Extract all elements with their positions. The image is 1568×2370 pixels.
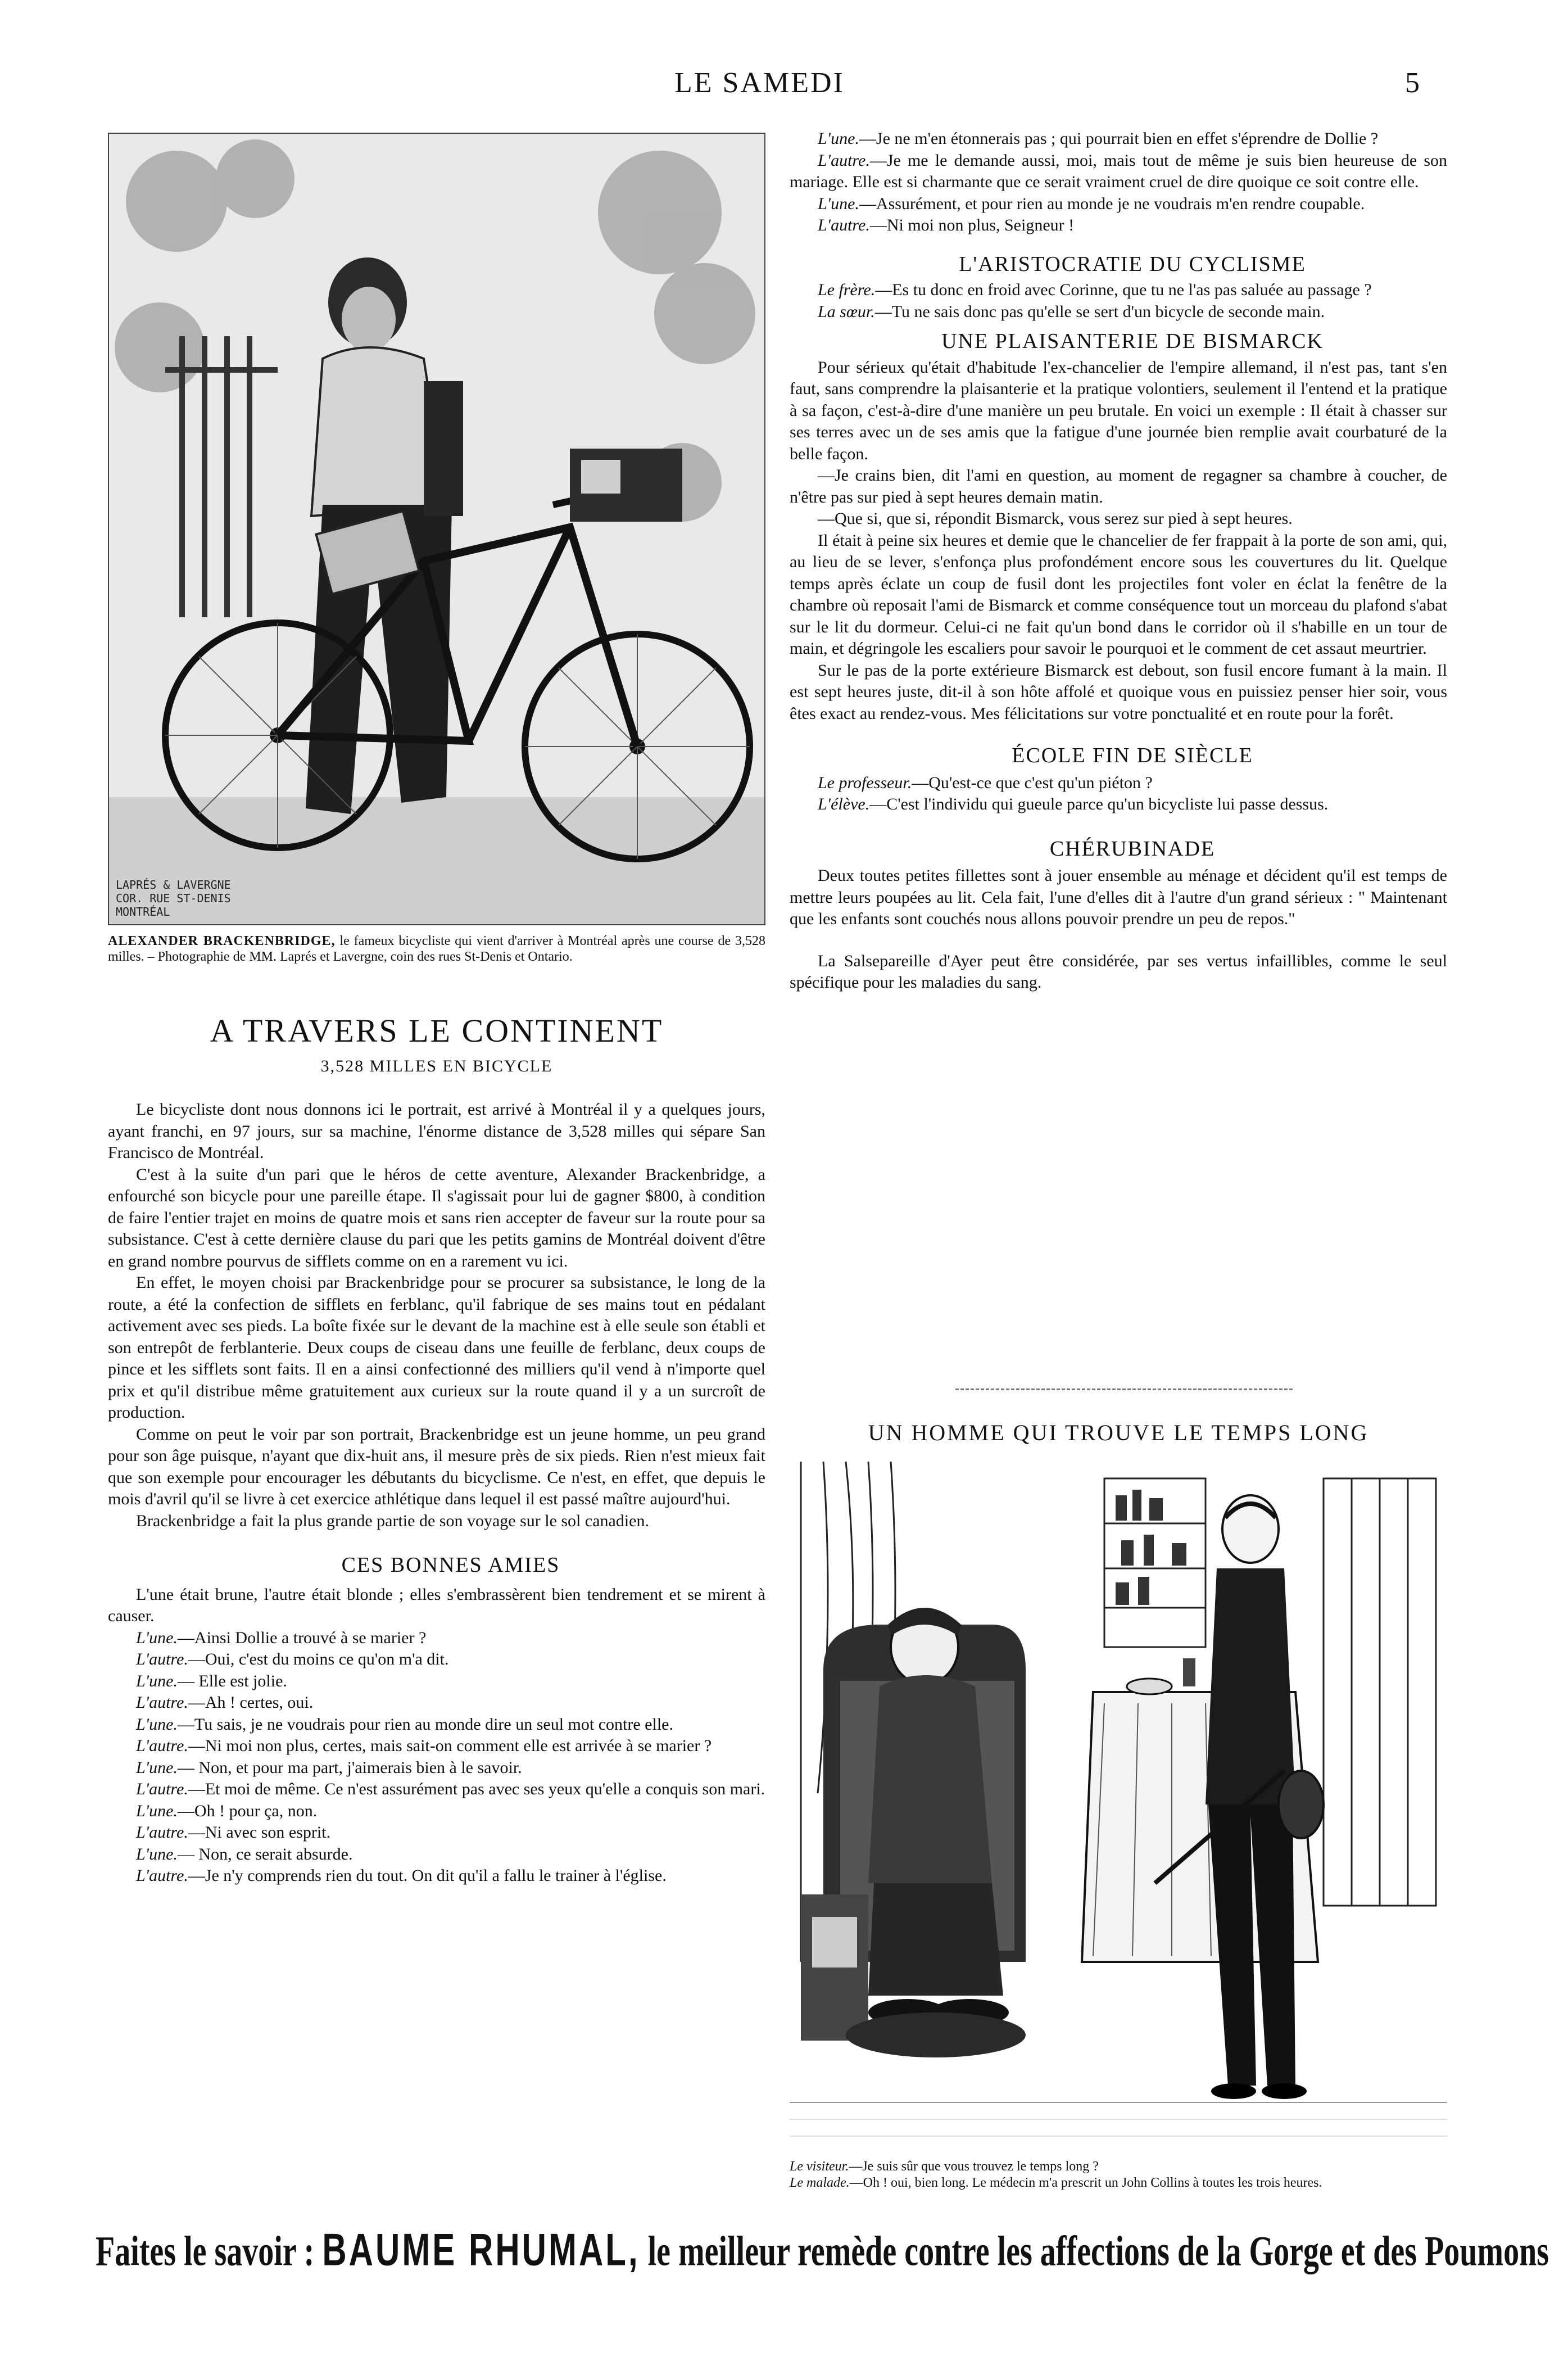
dialogue-line (108, 1735, 765, 1757)
dialogue-text: —Ni moi non plus, certes, mais sait-on comment elle est arrivée à se marier ? (188, 1736, 712, 1755)
speaker: Le visiteur. (790, 2159, 849, 2174)
bismarck-paragraph: Il était à peine six heures et demie que le chancelier de fer frappait à la porte de son ami, qui, au lieu de se lever, s'enfonça plus profondément encore sous les couvertures du lit. Quelque temps après éclate un coup de fusil dont les projectiles font voler en éclat la fenêtre de la chambre où reposait l'ami de Bismarck et comme conséquence tout un morceau du plafond s'abat sur le lit du dormeur. Celui-ci ne fait qu'un bond dans le corridor où il s'habille en un tour de main, et dégringole les escaliers pour savoir le pourquoi et le comment de cet assaut meurtrier. (790, 531, 1447, 658)
caption-line (790, 2159, 1447, 2175)
cyclist-photograph (108, 133, 765, 925)
section-title-bismarck: UNE PLAISANTERIE DE BISMARCK (941, 329, 1324, 353)
dialogue-line (108, 1801, 765, 1822)
caption-text: —Je suis sûr que vous trouvez le temps long ? (849, 2159, 1099, 2174)
article-paragraph: Le bicycliste dont nous donnons ici le portrait, est arrivé à Montréal il y a quelques jours, ayant franchi, en 97 jours, sur sa machine, l'énorme distance de 3,528 milles qui sépare San Francisco de Montréal. (108, 1100, 765, 1162)
dialogue-text: —Ah ! certes, oui. (188, 1693, 314, 1712)
section-title-bonnes-amies: CES BONNES AMIES (341, 1553, 560, 1577)
illustration-drawing (790, 1456, 1447, 2153)
dialogue-line (108, 1865, 765, 1887)
speaker: L'une. (136, 1801, 178, 1820)
speaker: L'une. (136, 1844, 178, 1864)
caption-text: —Oh ! oui, bien long. Le médecin m'a prescrit un John Collins à toutes les trois heures. (849, 2175, 1322, 2190)
page-header-title: LE SAMEDI (674, 67, 845, 99)
dialogue-line (790, 772, 1447, 794)
dialogue-line (790, 279, 1447, 301)
speaker: L'autre. (818, 151, 870, 170)
sick-man-illustration (790, 1456, 1447, 2153)
dialogue-text: —Assurément, et pour rien au monde je ne voudrais m'en rendre coupable. (859, 194, 1365, 213)
dialogue-text: — Elle est jolie. (177, 1671, 287, 1690)
bismarck-paragraph: Sur le pas de la porte extérieure Bismarck est debout, son fusil encore fumant à la main. Il est sept heures juste, dit-il à son hôte affolé et quoique vous en puissiez penser hier soir, vous êtes exact au rendez-vous. Mes félicitations sur votre ponctualité et en route pour la forêt. (790, 661, 1447, 723)
bonnes-amies-intro: L'une était brune, l'autre était blonde ; elles s'embrassèrent bien tendrement et se mirent à causer. (108, 1585, 765, 1625)
speaker: L'autre. (136, 1866, 188, 1885)
page-number: 5 (1405, 67, 1420, 99)
dialogue-line (108, 1844, 765, 1866)
dialogue-text: —Je ne m'en étonnerais pas ; qui pourrait bien en effet s'éprendre de Dollie ? (859, 129, 1379, 148)
speaker: L'une. (136, 1628, 178, 1647)
section-title-ecole: ÉCOLE FIN DE SIÈCLE (1012, 744, 1253, 767)
illustration-title: UN HOMME QUI TROUVE LE TEMPS LONG (868, 1420, 1369, 1445)
speaker: Le frère. (818, 281, 876, 299)
speaker: L'une. (136, 1715, 178, 1734)
dialogue-text: —Je me le demande aussi, moi, mais tout de même je suis bien heureuse de son mariage. Elle est si charmante que ce serait vraiment cruel de dire quoique ce soit contre elle. (790, 151, 1447, 191)
article-paragraph: Brackenbridge a fait la plus grande partie de son voyage sur le sol canadien. (136, 1511, 649, 1530)
illustration-caption (790, 2159, 1447, 2191)
article-subtitle: 3,528 MILLES EN BICYCLE (320, 1057, 553, 1075)
article-paragraph: Comme on peut le voir par son portrait, Brackenbridge est un jeune homme, un peu grand pour son âge puisque, n'ayant que dix-huit ans, il mesure près de six pieds. Rien n'est mieux fait que son exemple pour encourager les débutants du bicyclisme. Ce n'est, en effet, que depuis le mois d'avril qu'il se livre à cet exercice athlétique dans lequel il est passé maître aujourd'hui. (108, 1424, 765, 1508)
ad-suffix: le meilleur remède contre les affections de la Gorge et des Poumons (647, 2228, 1549, 2275)
dialogue-line (108, 1627, 765, 1649)
photo-credit-line: COR. RUE ST-DENIS (116, 892, 231, 905)
article-paragraph: C'est à la suite d'un pari que le héros de cette aventure, Alexander Brackenbridge, a enfourché son bicycle pour une pareille étape. Il s'agissait pour lui de gagner $800, à condition de faire l'entier trajet en moins de quatre mois et sans rien accepter de faveur sur la route pour sa subsistance. C'est à cette dernière clause du pari que les petits gamins de Montréal doivent d'être en grand nombre pourvus de sifflets comme on en a rarement vu ici. (108, 1165, 765, 1270)
dialogue-line (790, 128, 1447, 150)
article-title: A TRAVERS LE CONTINENT (210, 1012, 664, 1049)
bismarck-paragraph: —Je crains bien, dit l'ami en question, au moment de regagner sa chambre à coucher, de n'être pas sur pied à sept heures demain matin. (790, 466, 1447, 506)
photo-caption (108, 933, 765, 965)
dialogue-text: —Tu ne sais donc pas qu'elle se sert d'un bicycle de seconde main. (874, 302, 1325, 321)
speaker: L'autre. (136, 1650, 188, 1668)
speaker: L'autre. (136, 1823, 188, 1842)
dialogue-text: —Qu'est-ce que c'est qu'un piéton ? (912, 773, 1153, 792)
dialogue-line (790, 193, 1447, 215)
dialogue-line (790, 215, 1447, 237)
dialogue-text: —Ainsi Dollie a trouvé à se marier ? (177, 1628, 427, 1647)
speaker: L'une. (818, 129, 859, 148)
dialogue-line (108, 1671, 765, 1693)
bismarck-paragraph: —Que si, que si, répondit Bismarck, vous serez sur pied à sept heures. (818, 509, 1293, 528)
photo-credit-line: MONTRÉAL (116, 905, 170, 919)
speaker: L'une. (818, 194, 859, 213)
dialogue-line (108, 1649, 765, 1671)
dialogue-line (108, 1714, 765, 1736)
article-paragraph: En effet, le moyen choisi par Brackenbridge pour se procurer sa subsistance, le long de la route, a été la confection de sifflets en ferblanc, qu'il fabrique de ses mains tout en pédalant activement avec ses pieds. La boîte fixée sur le devant de la machine est à elle seule son établi et son entrepôt de ferblanterie. Deux coups de ciseau dans une feuille de ferblanc, deux coups de pince et les sifflets sont faits. Il en a ainsi confectionné des milliers qu'il vend à n'importe quel prix et qu'il distribue même gratuitement aux curieux sur la route quand il y a un surcroît de production. (108, 1273, 765, 1422)
dialogue-text: —Je n'y comprends rien du tout. On dit qu'il a fallu le trainer à l'église. (188, 1866, 667, 1885)
photo-credit (116, 878, 231, 919)
bismarck-paragraph: Pour sérieux qu'était d'habitude l'ex-chancelier de l'empire allemand, il n'est pas, tant s'en faut, sans comprendre la plaisanterie et la pratique volontiers, seulement il l'entend et la pratique à sa façon, c'est-à-dire d'une manière un peu brutale. En voici un exemple : Il était à chasser sur ses terres avec un de ses amis que la fatigue d'une journée bien remplie avait courbaturé de la belle façon. (790, 358, 1447, 463)
dialogue-text: — Non, ce serait absurde. (177, 1844, 353, 1864)
photo-caption-text: le fameux bicycliste qui vient d'arriver à Montréal après une course de 3,528 milles. – Photographie de MM. Laprés et Lavergne, coin des rues St-Denis et Ontario. (108, 934, 766, 964)
salsepareille-notice: La Salsepareille d'Ayer peut être considérée, par ses vertus infaillibles, comme le seul spécifique pour les maladies du sang. (790, 951, 1447, 992)
dialogue-text: —Ni avec son esprit. (188, 1823, 331, 1842)
photo-caption-name: ALEXANDER BRACKENBRIDGE, (108, 934, 336, 948)
speaker: L'une. (136, 1758, 178, 1777)
speaker: L'autre. (136, 1780, 188, 1798)
dialogue-text: —Oh ! pour ça, non. (177, 1801, 318, 1820)
dialogue-text: —Es tu donc en froid avec Corinne, que tu ne l'as pas saluée au passage ? (875, 281, 1372, 299)
ad-brand: BAUME RHUMAL, (322, 2224, 640, 2275)
speaker: L'une. (136, 1671, 178, 1690)
photo-credit-line: LAPRÉS & LAVERGNE (116, 878, 231, 892)
speaker: L'autre. (818, 216, 870, 234)
section-divider (955, 1388, 1293, 1390)
dialogue-text: — Non, et pour ma part, j'aimerais bien à le savoir. (177, 1758, 522, 1777)
section-title-cherubinade: CHÉRUBINADE (1049, 836, 1216, 861)
dialogue-line (108, 1779, 765, 1801)
cyclist-photo-drawing (109, 134, 764, 924)
section-title-aristocratie: L'ARISTOCRATIE DU CYCLISME (959, 252, 1306, 276)
dialogue-line (790, 794, 1447, 816)
dialogue-text: —Ni moi non plus, Seigneur ! (869, 216, 1075, 234)
right-column (790, 128, 1447, 994)
ad-prefix: Faites le savoir : (96, 2228, 315, 2275)
dialogue-line (108, 1757, 765, 1779)
speaker: La sœur. (818, 302, 875, 321)
speaker: L'autre. (136, 1693, 188, 1712)
dialogue-text: —Et moi de même. Ce n'est assurément pas avec ses yeux qu'elle a conquis son mari. (188, 1780, 765, 1798)
speaker: Le professeur. (818, 773, 912, 792)
dialogue-line (108, 1822, 765, 1844)
cherubinade-text: Deux toutes petites fillettes sont à jouer ensemble au ménage et décident qu'il est temps de mettre leurs poupées au lit. Cela fait, l'une d'elles dit à l'autre d'un grand sérieux : " Maintenant que les enfants sont couchés nous allons pouvoir prendre un peu de repos." (790, 866, 1447, 928)
dialogue-line (790, 301, 1447, 323)
caption-line (790, 2175, 1447, 2191)
dialogue-line (108, 1692, 765, 1714)
dialogue-text: —Oui, c'est du moins ce qu'on m'a dit. (188, 1650, 449, 1668)
advertisement-banner (96, 2223, 1549, 2276)
speaker: L'autre. (136, 1736, 188, 1755)
dialogue-text: —C'est l'individu qui gueule parce qu'un bicycliste lui passe dessus. (869, 795, 1329, 813)
article-body (108, 1099, 765, 1887)
speaker: L'élève. (818, 795, 870, 813)
speaker: Le malade. (790, 2175, 850, 2190)
dialogue-text: —Tu sais, je ne voudrais pour rien au monde dire un seul mot contre elle. (177, 1715, 673, 1734)
dialogue-line (790, 150, 1447, 193)
